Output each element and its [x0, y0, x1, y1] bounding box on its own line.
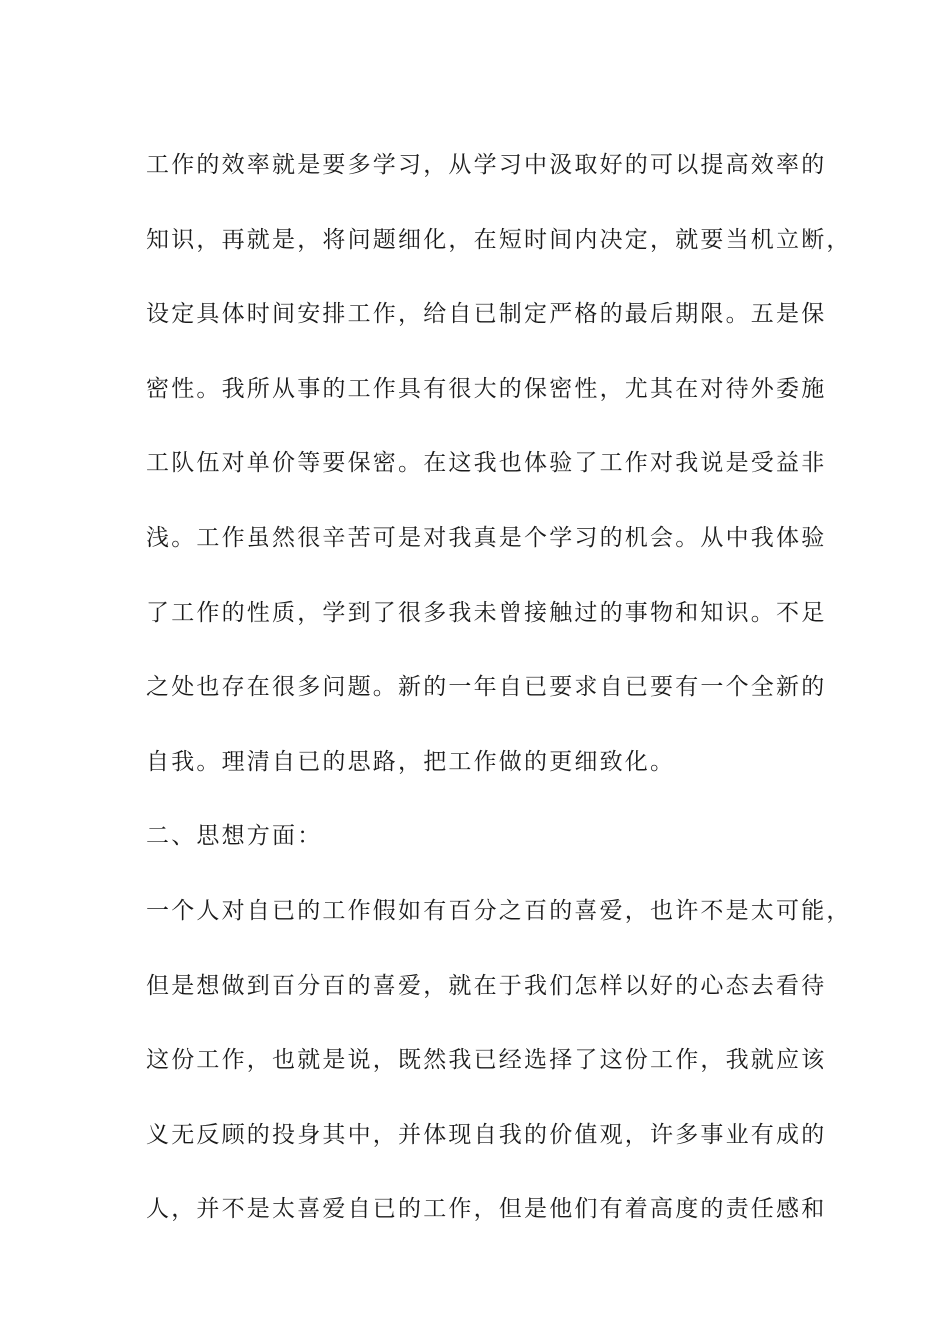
- text-line: 之处也存在很多问题。新的一年自已要求自已要有一个全新的: [146, 674, 827, 701]
- text-line: 设定具体时间安排工作，给自已制定严格的最后期限。五是保: [146, 301, 827, 328]
- text-line: 自我。理清自已的思路，把工作做的更细致化。: [146, 748, 676, 775]
- text-line: 义无反顾的投身其中，并体现自我的价值观，许多事业有成的: [146, 1121, 827, 1148]
- text-line: 知识，再就是，将问题细化，在短时间内决定，就要当机立断，: [146, 226, 852, 253]
- text-line: 工作的效率就是要多学习，从学习中汲取好的可以提高效率的: [146, 152, 827, 178]
- body-text: [146, 128, 852, 1247]
- text-line: 了工作的性质，学到了很多我未曾接触过的事物和知识。不足: [146, 599, 827, 626]
- section-heading: 二、思想方面：: [146, 823, 323, 850]
- text-line: 但是想做到百分百的喜爱，就在于我们怎样以好的心态去看待: [146, 972, 827, 999]
- text-line: 密性。我所从事的工作具有很大的保密性，尤其在对待外委施: [146, 375, 827, 402]
- text-line: 这份工作，也就是说，既然我已经选择了这份工作，我就应该: [146, 1047, 827, 1074]
- text-line: 一个人对自已的工作假如有百分之百的喜爱，也许不是太可能，: [146, 897, 852, 924]
- text-line: 工队伍对单价等要保密。在这我也体验了工作对我说是受益非: [146, 450, 827, 477]
- text-line: 人，并不是太喜爱自已的工作，但是他们有着高度的责任感和: [146, 1196, 827, 1223]
- text-line: 浅。工作虽然很辛苦可是对我真是个学习的机会。从中我体验: [146, 524, 827, 551]
